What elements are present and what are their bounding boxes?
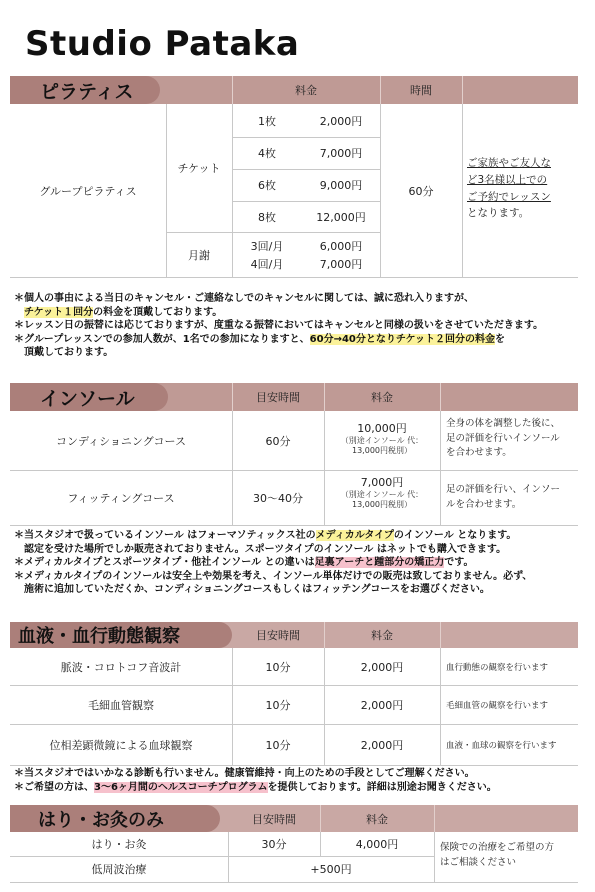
blood-row-time: 10分: [265, 738, 291, 752]
ticket-count: 4枚: [258, 147, 276, 160]
ticket-price: 7,000円: [319, 147, 363, 160]
insole-course-price: 10,000円 （別途インソール 代： 13,000円税別）: [340, 422, 424, 456]
acu-row-name: 低周波治療: [91, 863, 147, 876]
blood-row-name: 位相差顕微鏡による血球観察: [49, 738, 193, 752]
monthly-price: 6,000円: [319, 240, 363, 253]
acu-row-combined-price: +500円: [310, 863, 352, 876]
blood-row-desc: 血液・血球の観察を行います: [446, 740, 557, 751]
blood-row-price: 2,000円: [360, 660, 404, 674]
acu-col-time: 目安時間: [252, 812, 296, 826]
blood-row-desc: 毛細血管の観察を行います: [446, 700, 549, 711]
insole-course-desc: 全身の体を調整した後に、 足の評価を行いインソール を合わせます。: [446, 418, 561, 459]
monthly-label: 月謝: [188, 248, 210, 262]
insole-course-time: 60分: [265, 434, 291, 448]
acu-row-time: 30分: [261, 838, 287, 851]
pilates-group-note: ご家族やご友人な ど3名様以上での ご予約でレッスン となります。: [467, 157, 551, 220]
insole-col-price: 料金: [371, 391, 393, 404]
acu-row-name: はり・お灸: [91, 838, 147, 851]
insole-course-name: コンディショニングコース: [56, 434, 186, 448]
insole-course-desc: 足の評価を行い、インソー ルを合わせます。: [446, 484, 561, 510]
ticket-count: 6枚: [258, 179, 276, 192]
insole-heading: インソール: [10, 383, 168, 411]
ticket-price: 9,000円: [319, 179, 363, 192]
ticket-label: チケット: [177, 162, 221, 175]
blood-row-name: 毛細血管観察: [88, 698, 154, 712]
pilates-col-time: 時間: [410, 84, 432, 97]
ticket-count: 1枚: [258, 114, 276, 128]
blood-row-desc: 血行動態の観察を行います: [446, 662, 549, 673]
insole-course-price: 7,000円 （別途インソール 代： 13,000円税別）: [340, 476, 424, 510]
ticket-price: 2,000円: [319, 114, 363, 128]
blood-row-price: 2,000円: [360, 738, 404, 752]
blood-row-price: 2,000円: [360, 698, 404, 712]
insole-course-time: 30〜40分: [253, 491, 303, 505]
pilates-col-price: 料金: [295, 84, 317, 97]
page-title: Studio Pataka: [25, 24, 300, 64]
acu-row-price: 4,000円: [355, 838, 399, 851]
blood-row-time: 10分: [265, 698, 291, 712]
acu-heading: はり・お灸のみ: [10, 805, 220, 832]
insole-course-name: フィッティングコース: [67, 491, 175, 505]
blood-col-time: 目安時間: [256, 629, 300, 642]
blood-row-time: 10分: [265, 660, 291, 674]
monthly-count: 3回/月: [250, 240, 284, 253]
blood-col-price: 料金: [371, 629, 393, 642]
monthly-price: 7,000円: [319, 258, 363, 271]
ticket-price: 12,000円: [316, 210, 366, 224]
acu-desc: 保険での治療をご希望の方 はご相談ください: [440, 842, 555, 868]
insole-notes: ＊当スタジオで扱っているインソール はフォーマソティックス社のメディカルタイプのインソール となります。 認定を受けた場所でしか販売されておりません。スポーツタイプのインソール はネットでも購入できます。 ＊メディカルタイプとスポーツタイプ・他社インソール との違いは足裏アーチと踵部分の矯正力です。 ＊メディカルタイプのインソールは安全上や効果を考え、インソール単体だけでの販売は致しておりません。必ず、 施術に追加していただくか、コンディショニングコースもしくはフィッテングコースをお選びください。: [14, 530, 533, 595]
acu-col-price: 料金: [366, 812, 388, 826]
monthly-count: 4回/月: [250, 258, 284, 271]
pilates-notes: ＊個人の事由による当日のキャンセル・ご連絡なしでのキャンセルに関しては、誠に恐れ入りますが、 チケット１回分の料金を頂戴しております。 ＊レッスン日の振替には応じておりますが、度重なる振替においてはキャンセルと同様の扱いをさせていただきます。 ＊グループレッスンでの参加人数が、1名での参加になりますと、60分→40分となりチケット２回分の料金を 頂戴しております。: [14, 293, 544, 358]
blood-heading: 血液・血行動態観察: [10, 622, 232, 648]
blood-notes: ＊当スタジオではいかなる診断も行いません。健康管維持・向上のための手段としてご理解ください。 ＊ご希望の方は、3〜6ヶ月間のヘルスコーチプログラムを提供しております。詳細は別途お聞きください。: [14, 768, 497, 793]
pilates-heading: ピラティス: [10, 76, 160, 104]
blood-row-name: 脈波・コロトコフ音波計: [60, 660, 182, 674]
insole-col-time: 目安時間: [256, 391, 300, 404]
ticket-count: 8枚: [258, 210, 276, 224]
pilates-row-label: グループピラティス: [39, 184, 137, 198]
pilates-time: 60分: [408, 184, 434, 198]
